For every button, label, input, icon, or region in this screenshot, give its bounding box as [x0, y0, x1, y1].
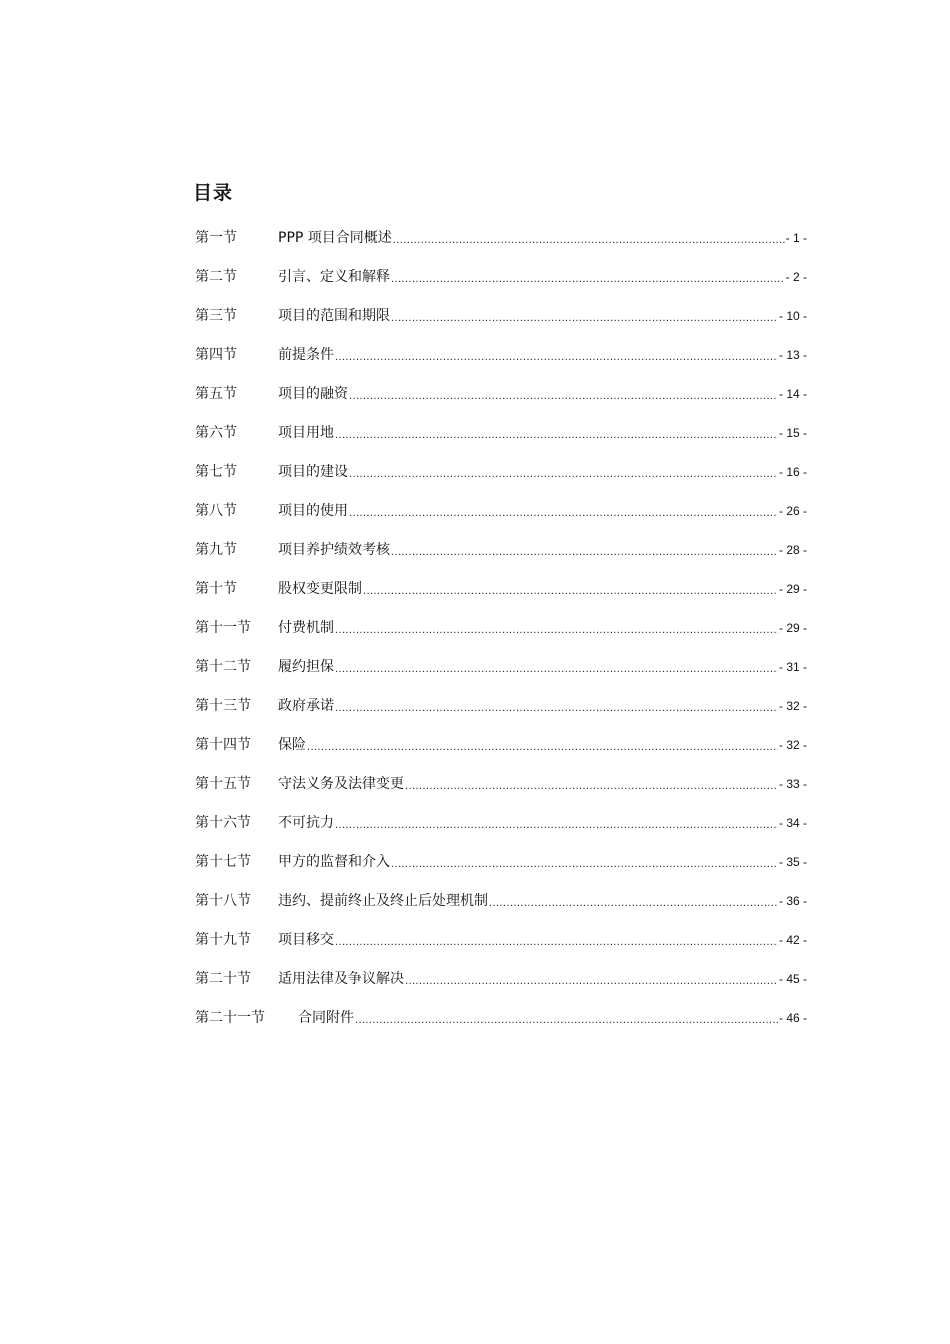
toc-entry[interactable]	[195, 218, 807, 257]
toc-entry[interactable]	[195, 257, 807, 296]
toc-section-title: 股权变更限制	[278, 580, 362, 597]
toc-dot-leader	[405, 969, 778, 989]
toc-entry[interactable]	[195, 803, 807, 842]
toc-section-number: 第十一节	[195, 619, 251, 636]
toc-entry[interactable]	[195, 413, 807, 452]
toc-entry[interactable]	[195, 881, 807, 920]
toc-page-number: - 16 -	[778, 464, 807, 479]
toc-dot-leader	[405, 774, 778, 794]
toc-title: 目录	[193, 182, 234, 204]
toc-section-number: 第十六节	[195, 814, 251, 831]
toc-dot-leader	[391, 306, 778, 326]
toc-page-number: - 1 -	[785, 230, 807, 245]
toc-section-number: 第十二节	[195, 658, 251, 675]
toc-dot-leader	[489, 891, 778, 911]
toc-page-number: - 10 -	[778, 308, 807, 323]
toc-page-number: - 32 -	[778, 698, 807, 713]
toc-section-number: 第十八节	[195, 892, 251, 909]
toc-section-number: 第七节	[195, 463, 237, 480]
toc-entry[interactable]	[195, 725, 807, 764]
toc-dot-leader	[393, 228, 785, 248]
toc-list	[195, 218, 807, 1037]
toc-page-number: - 35 -	[778, 854, 807, 869]
toc-page-number: - 15 -	[778, 425, 807, 440]
toc-section-number: 第十七节	[195, 853, 251, 870]
toc-section-title: 不可抗力	[278, 814, 334, 831]
toc-section-title: 守法义务及法律变更	[278, 775, 404, 792]
toc-dot-leader	[391, 540, 778, 560]
toc-page-number: - 2 -	[785, 269, 807, 284]
toc-section-title: 项目的融资	[278, 385, 348, 402]
toc-section-title: 项目养护绩效考核	[278, 541, 390, 558]
toc-dot-leader	[335, 657, 778, 677]
toc-entry[interactable]	[195, 491, 807, 530]
toc-section-title: 违约、提前终止及终止后处理机制	[278, 892, 488, 909]
toc-page-number: - 34 -	[778, 815, 807, 830]
toc-page-number: - 45 -	[778, 971, 807, 986]
toc-section-number: 第十节	[195, 580, 237, 597]
toc-section-number: 第九节	[195, 541, 237, 558]
toc-section-number: 第五节	[195, 385, 237, 402]
toc-page-number: - 29 -	[778, 581, 807, 596]
toc-page-number: - 42 -	[778, 932, 807, 947]
toc-section-title: 引言、定义和解释	[278, 268, 390, 285]
toc-dot-leader	[335, 930, 778, 950]
toc-section-number: 第六节	[195, 424, 237, 441]
toc-dot-leader	[335, 618, 778, 638]
toc-entry[interactable]	[195, 998, 807, 1037]
toc-section-title: 项目的使用	[278, 502, 348, 519]
toc-dot-leader	[391, 267, 785, 287]
toc-entry[interactable]	[195, 842, 807, 881]
toc-page-number: - 32 -	[778, 737, 807, 752]
toc-section-title: 履约担保	[278, 658, 334, 675]
toc-entry[interactable]	[195, 647, 807, 686]
toc-dot-leader	[349, 501, 778, 521]
toc-section-title: 项目移交	[278, 931, 334, 948]
toc-entry[interactable]	[195, 764, 807, 803]
toc-section-title: 项目的范围和期限	[278, 307, 390, 324]
toc-page-number: - 26 -	[778, 503, 807, 518]
toc-section-title: PPP 项目合同概述	[278, 229, 392, 246]
toc-entry[interactable]	[195, 335, 807, 374]
toc-section-title: 前提条件	[278, 346, 334, 363]
toc-entry[interactable]	[195, 569, 807, 608]
toc-entry[interactable]	[195, 920, 807, 959]
toc-section-title: 保险	[278, 736, 306, 753]
toc-section-title: 甲方的监督和介入	[278, 853, 390, 870]
toc-section-title: 合同附件	[298, 1009, 354, 1026]
toc-page-number: - 36 -	[778, 893, 807, 908]
toc-dot-leader	[391, 852, 778, 872]
toc-dot-leader	[349, 462, 778, 482]
toc-dot-leader	[355, 1008, 778, 1028]
toc-page-number: - 33 -	[778, 776, 807, 791]
toc-section-number: 第二十一节	[195, 1009, 265, 1026]
toc-section-title: 付费机制	[278, 619, 334, 636]
toc-section-number: 第二节	[195, 268, 237, 285]
toc-section-number: 第十五节	[195, 775, 251, 792]
toc-page-number: - 14 -	[778, 386, 807, 401]
toc-entry[interactable]	[195, 608, 807, 647]
toc-entry[interactable]	[195, 959, 807, 998]
toc-section-number: 第八节	[195, 502, 237, 519]
toc-section-title: 项目用地	[278, 424, 334, 441]
toc-dot-leader	[335, 423, 778, 443]
toc-page-number: - 29 -	[778, 620, 807, 635]
toc-section-number: 第十三节	[195, 697, 251, 714]
toc-page-number: - 28 -	[778, 542, 807, 557]
toc-section-number: 第二十节	[195, 970, 251, 987]
toc-section-number: 第十九节	[195, 931, 251, 948]
toc-entry[interactable]	[195, 452, 807, 491]
toc-page-number: - 13 -	[778, 347, 807, 362]
toc-section-title: 适用法律及争议解决	[278, 970, 404, 987]
toc-dot-leader	[349, 384, 778, 404]
toc-dot-leader	[335, 696, 778, 716]
toc-page-number: - 46 -	[778, 1010, 807, 1025]
toc-section-title: 项目的建设	[278, 463, 348, 480]
toc-dot-leader	[363, 579, 778, 599]
toc-dot-leader	[307, 735, 778, 755]
toc-section-number: 第十四节	[195, 736, 251, 753]
toc-entry[interactable]	[195, 296, 807, 335]
toc-entry[interactable]	[195, 686, 807, 725]
toc-section-number: 第三节	[195, 307, 237, 324]
toc-dot-leader	[335, 813, 778, 833]
toc-section-title: 政府承诺	[278, 697, 334, 714]
toc-section-number: 第一节	[195, 229, 237, 246]
toc-dot-leader	[335, 345, 778, 365]
toc-entry[interactable]	[195, 374, 807, 413]
toc-section-number: 第四节	[195, 346, 237, 363]
toc-entry[interactable]	[195, 530, 807, 569]
toc-page-number: - 31 -	[778, 659, 807, 674]
